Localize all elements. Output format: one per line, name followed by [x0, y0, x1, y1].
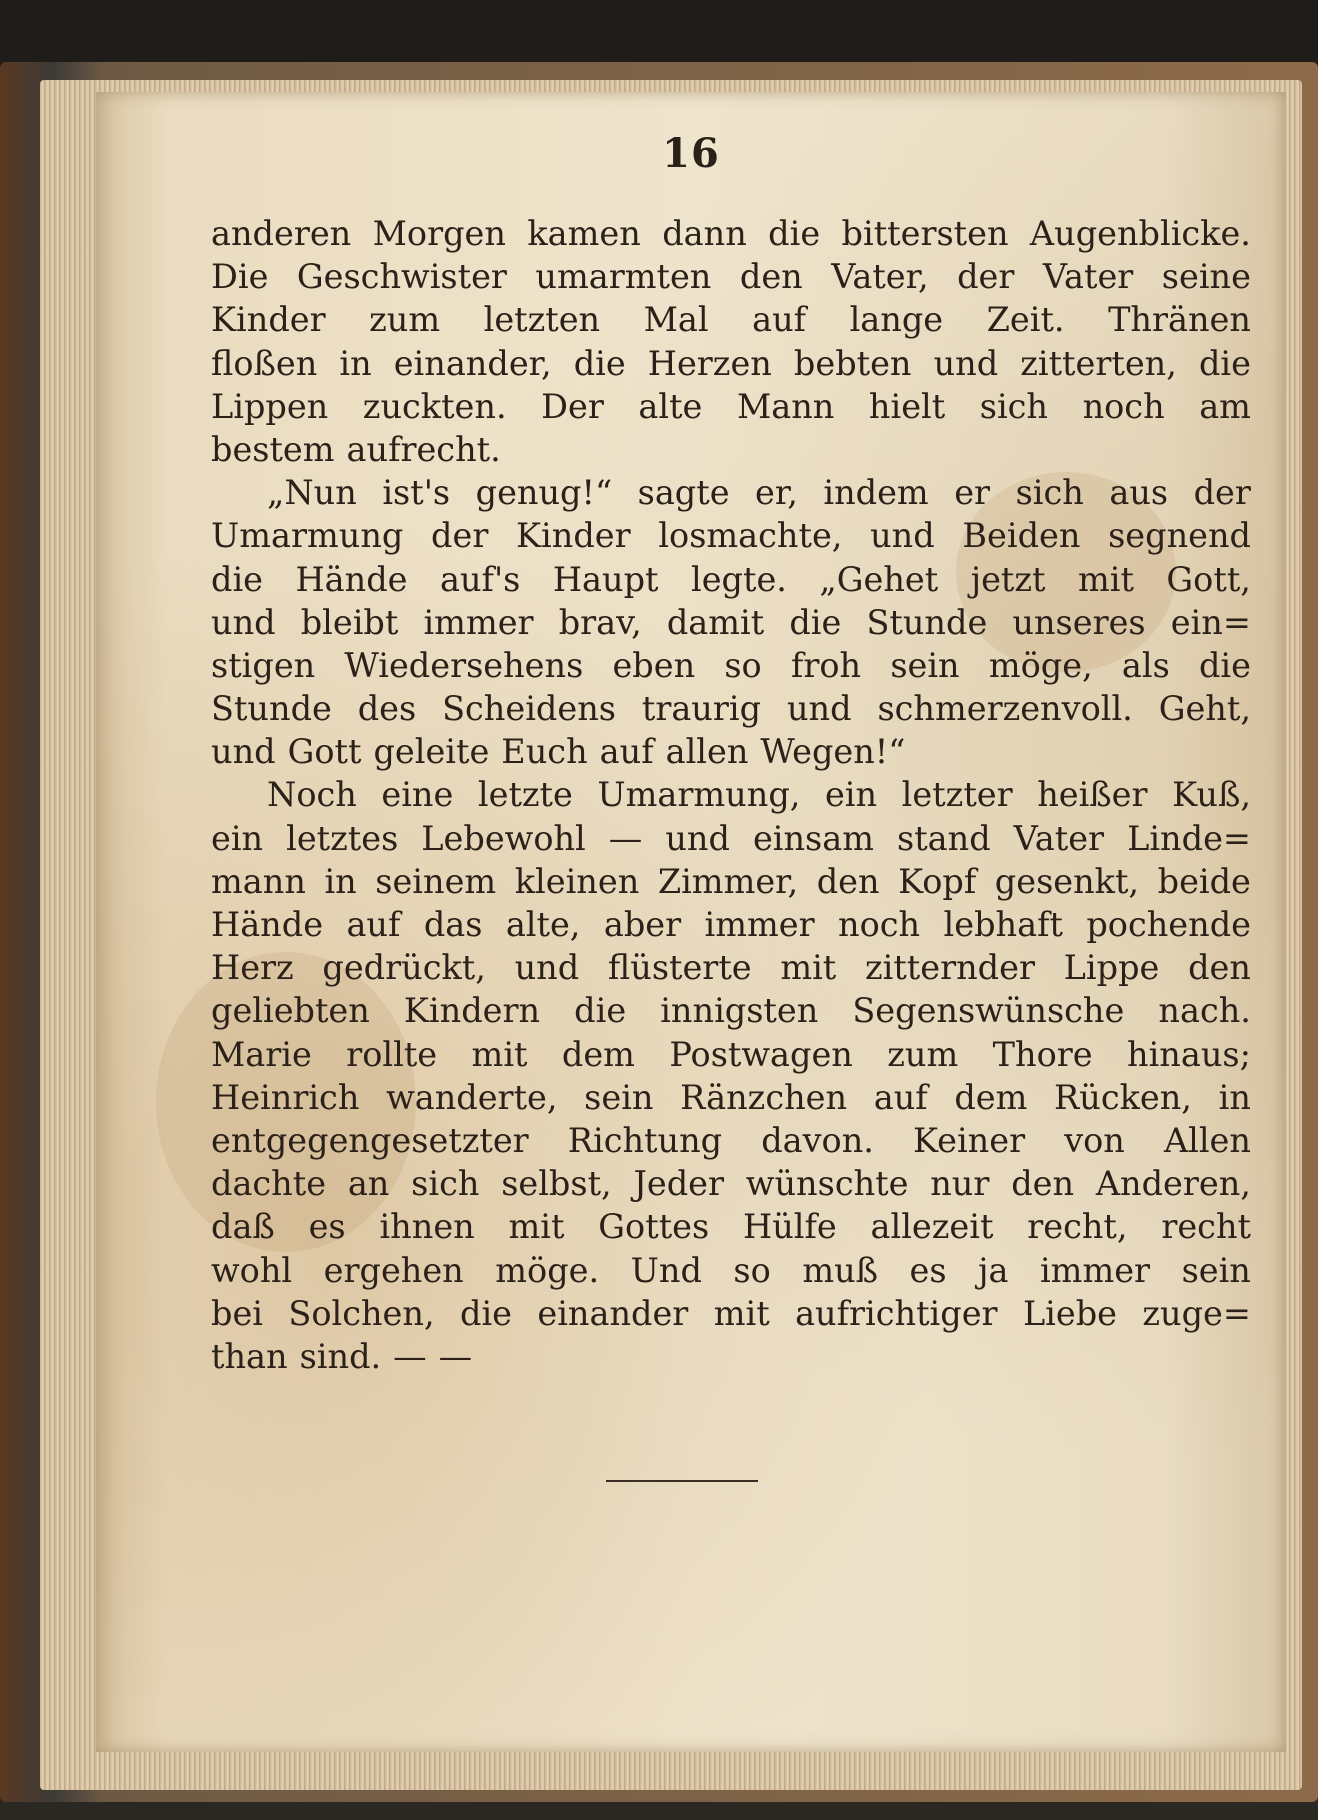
word: brav, — [558, 602, 642, 642]
word: Umarmung — [211, 516, 404, 556]
text-line — [211, 989, 1251, 1032]
word: gesenkt, — [994, 861, 1140, 901]
word: Lippen — [211, 386, 329, 426]
word: lange — [849, 300, 944, 340]
word: zitternder — [864, 948, 1035, 988]
text-line — [211, 644, 1251, 687]
word: gedrückt, — [322, 948, 486, 988]
word: seinem — [375, 861, 497, 901]
word: noch — [1082, 386, 1165, 426]
word: Liebe — [1022, 1293, 1117, 1333]
section-divider — [606, 1480, 758, 1482]
word: den — [1011, 1164, 1075, 1204]
word: Richtung — [567, 1120, 723, 1160]
text-line — [211, 558, 1251, 601]
word: heißer — [1037, 775, 1148, 815]
word: der — [957, 257, 1015, 297]
word: sich — [979, 386, 1049, 426]
word: Mann — [736, 386, 835, 426]
word: letzter — [901, 775, 1013, 815]
word: des — [357, 689, 417, 729]
word: daß — [211, 1207, 275, 1247]
word: Vater — [1042, 257, 1134, 297]
word: hinaus; — [1127, 1034, 1251, 1074]
word: aufrichtiger — [795, 1293, 998, 1333]
word: geleite — [373, 732, 490, 772]
word: Morgen — [372, 214, 506, 253]
word: Mal — [643, 300, 709, 340]
text-line — [211, 255, 1251, 298]
word: beide — [1157, 861, 1251, 901]
word: Herz — [211, 948, 294, 988]
word: bittersten — [841, 214, 1009, 253]
word: sind. — [299, 1336, 382, 1376]
word: hielt — [868, 386, 946, 426]
word: die — [789, 602, 842, 642]
word: alte, — [505, 905, 581, 944]
word: einander — [537, 1293, 689, 1333]
word: Kinder — [211, 300, 326, 340]
word: bleibt — [300, 602, 399, 642]
word: von — [1064, 1120, 1125, 1160]
word: Und — [630, 1250, 702, 1290]
word: Vater, — [831, 257, 929, 297]
word: muß — [802, 1250, 879, 1290]
word: noch — [838, 905, 921, 944]
word: Thränen — [1108, 300, 1251, 340]
word: zum — [369, 300, 441, 340]
text-line — [211, 1076, 1251, 1119]
word: sich — [1015, 473, 1084, 513]
text-line — [211, 903, 1251, 946]
word: auf — [599, 732, 654, 772]
word: recht — [1161, 1207, 1251, 1247]
word: so — [724, 645, 762, 685]
word: sagte — [637, 473, 730, 513]
text-line — [211, 687, 1251, 730]
word: Jeder — [633, 1164, 725, 1204]
word: Lippe — [1063, 948, 1160, 988]
word: selbst, — [501, 1164, 612, 1204]
word: und — [870, 516, 935, 556]
word: eben — [612, 645, 696, 685]
word: genug!“ — [475, 473, 613, 513]
word: Stunde — [866, 602, 988, 642]
word: den — [816, 861, 880, 901]
word: immer — [1039, 1250, 1151, 1290]
word: allezeit — [870, 1207, 994, 1247]
text-line — [211, 1033, 1251, 1076]
word: bebten — [793, 343, 912, 383]
word: Umarmung, — [597, 775, 801, 815]
text-line — [211, 428, 1251, 471]
word: jetzt — [970, 559, 1046, 599]
word: entgegengesetzter — [211, 1120, 529, 1160]
word: ein= — [1170, 602, 1251, 642]
word: nach. — [1158, 991, 1251, 1031]
word: froh — [790, 645, 862, 685]
word: losmachte, — [658, 516, 843, 556]
word: Euch — [501, 732, 588, 772]
word: traurig — [641, 689, 762, 729]
text-line — [211, 946, 1251, 989]
text-line — [211, 1205, 1251, 1248]
word: Segenswünsche — [852, 991, 1125, 1031]
word: stand — [897, 818, 991, 858]
word: Beiden — [962, 516, 1081, 556]
word: einsam — [752, 818, 874, 858]
word: es — [909, 1250, 947, 1290]
word: und — [665, 818, 730, 858]
word: letzten — [483, 300, 601, 340]
word: so — [733, 1250, 771, 1290]
word: sein — [584, 1077, 654, 1117]
word: kleinen — [514, 861, 640, 901]
word: in — [324, 861, 357, 901]
text-line — [211, 1249, 1251, 1292]
word: mit — [471, 1034, 528, 1074]
word: die — [211, 559, 263, 599]
text-line — [211, 385, 1251, 428]
word: der — [1193, 473, 1251, 513]
body-text — [211, 212, 1251, 1378]
word: legte. — [691, 559, 787, 599]
word: zuckten. — [362, 386, 507, 426]
word: Haupt — [552, 559, 659, 599]
word: schmerzenvoll. — [877, 689, 1133, 729]
word: Marie — [211, 1034, 312, 1074]
text-line — [211, 817, 1251, 860]
word: wünschte — [745, 1164, 909, 1204]
word: Heinrich — [211, 1077, 360, 1117]
word: wanderte, — [386, 1077, 558, 1117]
word: recht, — [1027, 1207, 1128, 1247]
word: mann — [211, 861, 306, 901]
word: auf — [752, 300, 807, 340]
text-line — [211, 773, 1251, 816]
word: Hülfe — [742, 1207, 837, 1247]
word: geliebten — [211, 991, 370, 1031]
word: die — [1198, 645, 1251, 685]
text-line — [211, 298, 1251, 341]
word: seine — [1161, 257, 1251, 297]
word: unseres — [1012, 602, 1146, 642]
word: auf — [346, 905, 401, 944]
word: in — [1218, 1077, 1251, 1117]
word: Thore — [992, 1034, 1093, 1074]
word: das — [423, 905, 483, 944]
word: Vater — [1013, 818, 1105, 858]
word: anderen — [211, 214, 352, 253]
word: bestem — [211, 429, 335, 469]
word: Hände — [295, 559, 408, 599]
word: Augenblicke. — [1029, 214, 1251, 253]
word: rollte — [346, 1034, 438, 1074]
word: aufrecht. — [346, 429, 501, 469]
word: der — [431, 516, 489, 556]
word: mit — [1077, 559, 1134, 599]
word: und — [211, 732, 276, 772]
word: Scheidens — [442, 689, 616, 729]
word: auf's — [440, 559, 521, 599]
word: Kindern — [403, 991, 541, 1031]
word: und — [211, 602, 276, 642]
word: Der — [541, 386, 604, 426]
word: dem — [561, 1034, 635, 1074]
word: aus — [1109, 473, 1169, 513]
word: und — [514, 948, 580, 988]
word: damit — [666, 602, 765, 642]
word: zum — [887, 1034, 959, 1074]
word: es — [308, 1207, 346, 1247]
word: Kuß, — [1172, 775, 1251, 815]
word: ist's — [382, 473, 451, 513]
word: Stunde — [211, 689, 332, 729]
word: an — [347, 1164, 390, 1204]
word: Kopf — [898, 861, 977, 901]
word: ein — [211, 818, 264, 858]
book-page — [96, 92, 1286, 1752]
word: pochende — [1086, 905, 1251, 944]
word: letzte — [477, 775, 573, 815]
text-line — [211, 514, 1251, 557]
word: Solchen, — [288, 1293, 435, 1333]
word: indem — [823, 473, 929, 513]
word: Keiner — [913, 1120, 1026, 1160]
word: nur — [930, 1164, 990, 1204]
word: und — [786, 689, 852, 729]
word: ergehen — [323, 1250, 464, 1290]
word: möge. — [495, 1250, 600, 1290]
word: than — [211, 1336, 288, 1376]
word: Anderen, — [1095, 1164, 1251, 1204]
word: allen — [665, 732, 749, 772]
word: alte — [638, 386, 703, 426]
word: letztes — [286, 818, 399, 858]
word: sein — [1181, 1250, 1251, 1290]
word: Gottes — [598, 1207, 710, 1247]
word: die — [1198, 343, 1251, 383]
word: kamen — [527, 214, 641, 253]
word: segnend — [1108, 516, 1251, 556]
word: er, — [755, 473, 798, 513]
word: Geht, — [1158, 689, 1251, 729]
word: — — [393, 1336, 427, 1376]
word: dachte — [211, 1164, 327, 1204]
word: mit — [713, 1293, 770, 1333]
word: Lebewohl — [421, 818, 586, 858]
word: zuge= — [1142, 1293, 1251, 1333]
word: den — [739, 257, 803, 297]
word: Noch — [267, 775, 357, 815]
word: zitterten, — [1020, 343, 1177, 383]
text-line — [211, 860, 1251, 903]
text-line — [211, 601, 1251, 644]
word: flüsterte — [607, 948, 752, 988]
word: Wiedersehens — [344, 645, 584, 685]
word: stigen — [211, 645, 316, 685]
word: davon. — [761, 1120, 874, 1160]
text-line — [211, 1335, 1251, 1378]
word: — — [608, 818, 643, 858]
word: er — [954, 473, 991, 513]
word: Zeit. — [986, 300, 1065, 340]
text-line — [211, 342, 1251, 385]
word: Gott, — [1166, 559, 1251, 599]
word: innigsten — [660, 991, 819, 1031]
word: die — [573, 343, 626, 383]
word: „Gehet — [819, 559, 939, 599]
word: sein — [890, 645, 960, 685]
word: Ränzchen — [680, 1077, 848, 1117]
word: als — [1121, 645, 1170, 685]
text-line — [211, 212, 1251, 255]
word: dem — [954, 1077, 1028, 1117]
word: immer — [423, 602, 534, 642]
word: Kinder — [516, 516, 631, 556]
word: sich — [411, 1164, 480, 1204]
word: umarmten — [535, 257, 712, 297]
word: ihnen — [379, 1207, 475, 1247]
word: wohl — [211, 1250, 293, 1290]
word: Linde= — [1127, 818, 1251, 858]
word: aber — [603, 905, 682, 944]
word: — — [438, 1336, 473, 1376]
word: Herzen — [647, 343, 772, 383]
word: „Nun — [267, 473, 357, 513]
word: eine — [381, 775, 454, 815]
text-line — [211, 1119, 1251, 1162]
word: dann — [662, 214, 747, 253]
text-line — [211, 471, 1251, 514]
word: die — [768, 214, 821, 253]
page-number: 16 — [662, 130, 720, 177]
word: Wegen!“ — [760, 732, 906, 772]
word: bei — [211, 1293, 263, 1333]
word: ja — [978, 1250, 1009, 1290]
word: floßen — [211, 343, 318, 383]
word: Gott — [287, 732, 362, 772]
word: die — [574, 991, 627, 1031]
word: auf — [873, 1077, 928, 1117]
word: lebhaft — [943, 905, 1063, 944]
word: einander, — [393, 343, 552, 383]
word: den — [1188, 948, 1251, 988]
text-line — [211, 1162, 1251, 1205]
word: Hände — [211, 905, 324, 944]
word: Postwagen — [669, 1034, 853, 1074]
word: Allen — [1163, 1120, 1251, 1160]
word: immer — [704, 905, 815, 944]
word: die — [460, 1293, 512, 1333]
word: mit — [508, 1207, 565, 1247]
text-line — [211, 730, 1251, 773]
word: und — [933, 343, 999, 383]
word: Die — [211, 257, 269, 297]
word: möge, — [988, 645, 1093, 685]
word: ein — [824, 775, 878, 815]
word: Rücken, — [1054, 1077, 1192, 1117]
word: am — [1199, 386, 1251, 426]
word: mit — [780, 948, 837, 988]
text-line — [211, 1292, 1251, 1335]
word: Zimmer, — [657, 861, 799, 901]
word: in — [339, 343, 372, 383]
word: Geschwister — [296, 257, 507, 297]
